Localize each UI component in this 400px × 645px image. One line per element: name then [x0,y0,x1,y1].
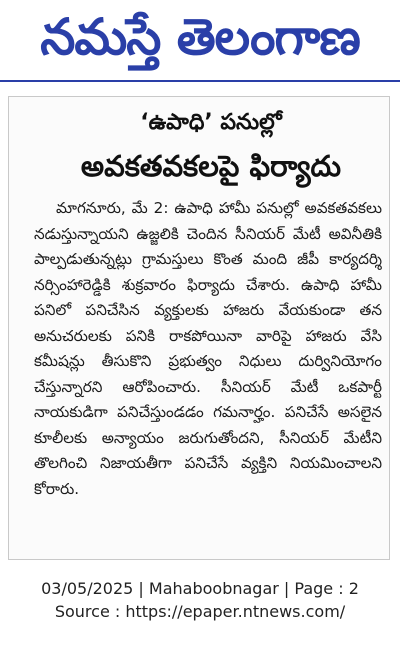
article-body: మాగనూరు, మే 2: ఉపాధి హామీ పనుల్లో అవకతవకలు నడుస్తున్నాయని ఉజ్జలికి చెందిన సీనియర్ మేటీ అవినీతికి పాల్పడుతున్నట్లు గ్రామస్తులు కొంత మంది జీపీ కార్యదర్శి నర్సింహారెడ్డికి శుక్రవారం ఫిర్యాదు చేశారు. ఉపాధి హామీ పనిలో పనిచేసిన వ్యక్తులకు హాజరు వేయకుండా తన అనుచరులకు పనికి రాకపోయినా వారిపై హాజరు వేసి కమీషన్లు తీసుకొని ప్రభుత్వం నిధులు దుర్వినియోగం చేస్తున్నారని ఆరోపించారు. సీనియర్ మేటీ ఒకపార్టీ నాయకుడిగా పనిచేస్తుండడం గమనార్హం. పనిచేసే అసలైన కూలీలకు అన్యాయం జరుగుతోందని, సీనియర్ మేటీని తొలగించి నిజాయతీగా పనిచేసే వ్యక్తిని నియమించాలని కోరారు. [34,199,382,498]
masthead [0,0,400,82]
article-kicker: ‘ఉపాధి’ పనుల్లో [140,110,282,135]
article-headline: అవకతవకలపై ఫిర్యాదు [80,149,342,183]
source-line: Source : https://epaper.ntnews.com/ [54,602,346,621]
masthead-divider [0,80,400,82]
publication-date-line: 03/05/2025 | Mahaboobnagar | Page : 2 [41,579,359,598]
newspaper-logo-title: నమస్తే తెలంగాణ [40,8,360,66]
